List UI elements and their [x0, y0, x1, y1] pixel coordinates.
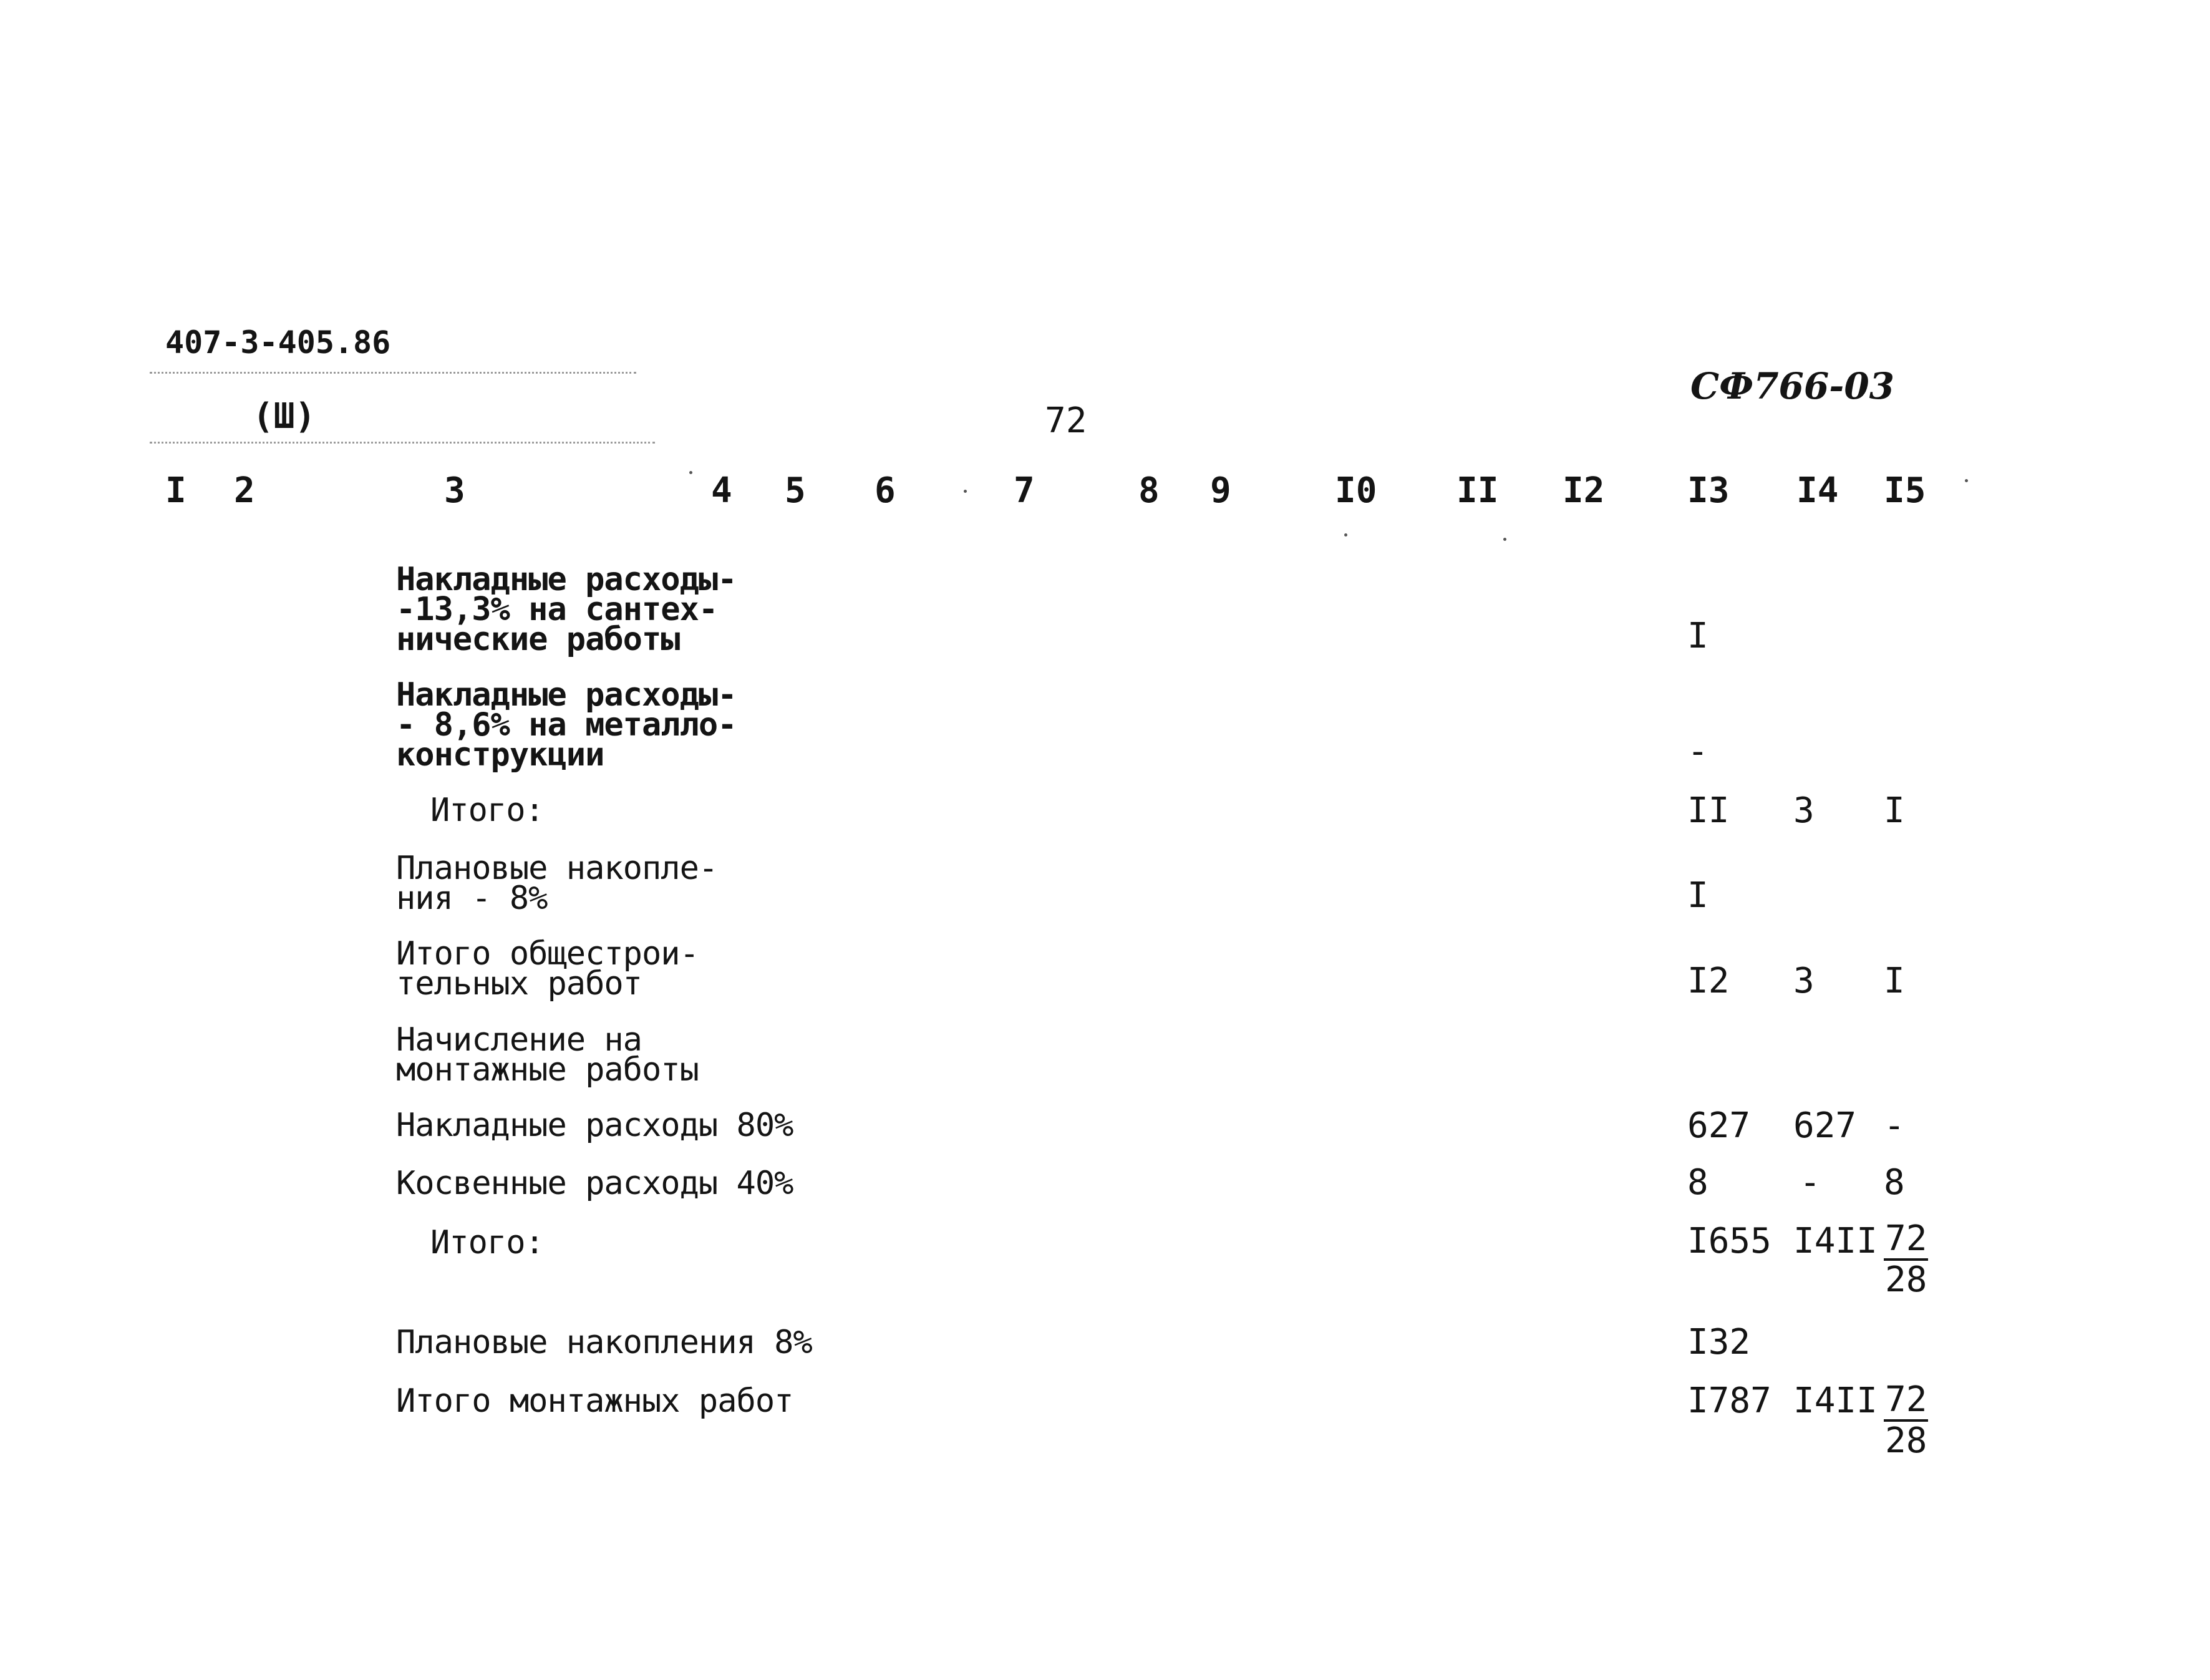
row-label: Косвенные расходы 40% [396, 1165, 793, 1202]
page-number: 72 [1045, 401, 1087, 441]
cell-col13: I787 [1687, 1381, 1771, 1421]
cell-col15: 8 [1884, 1162, 1905, 1203]
column-header: 8 [1138, 470, 1160, 511]
cell-col14: 3 [1793, 961, 1815, 1001]
header-divider [150, 372, 636, 374]
column-header: 2 [234, 470, 255, 511]
cell-col13: I [1687, 875, 1708, 916]
cell-col15-fraction [1884, 1220, 1928, 1299]
row-label: Итого: [430, 792, 544, 829]
column-header: 4 [711, 470, 732, 511]
column-header: 7 [1014, 470, 1035, 511]
column-header: 9 [1210, 470, 1231, 511]
column-header: I5 [1884, 470, 1926, 511]
row-label: Итого общестрои- тельных работ [396, 935, 699, 1003]
row-label: Накладные расходы- -13,3% на сантех- нические работы [396, 561, 737, 658]
column-header: I2 [1563, 470, 1605, 511]
cell-col15-fraction [1884, 1381, 1928, 1460]
column-header: I [165, 470, 187, 511]
column-header: I4 [1796, 470, 1839, 511]
cell-col14: I4II [1793, 1221, 1878, 1261]
section-label: (Ш) [253, 396, 316, 437]
column-header: 6 [875, 470, 896, 511]
cell-col14: - [1800, 1162, 1821, 1203]
cell-col15: I [1884, 790, 1905, 831]
cell-col13: I2 [1687, 961, 1730, 1001]
fraction-denominator: 28 [1885, 1420, 1927, 1461]
fraction-numerator: 72 [1884, 1220, 1928, 1261]
cell-col15: I [1884, 961, 1905, 1001]
column-header: I3 [1687, 470, 1730, 511]
column-header: 5 [785, 470, 806, 511]
column-header: 3 [444, 470, 465, 511]
column-header: I0 [1335, 470, 1377, 511]
row-label: Накладные расходы 80% [396, 1107, 793, 1144]
row-label: Плановые накопления 8% [396, 1324, 812, 1361]
document-code: 407-3-405.86 [165, 324, 391, 361]
scan-speck [1344, 533, 1347, 537]
cell-col13: 8 [1687, 1162, 1708, 1203]
header-divider-2 [150, 442, 655, 444]
cell-col13: I [1687, 616, 1708, 656]
cell-col14: 3 [1793, 790, 1815, 831]
fraction-denominator: 28 [1885, 1260, 1927, 1300]
row-label: Плановые накопле- ния - 8% [396, 850, 718, 917]
cell-col13: - [1687, 731, 1708, 772]
cell-col13: I655 [1687, 1221, 1771, 1261]
column-header: II [1456, 470, 1499, 511]
cell-col13: 627 [1687, 1105, 1751, 1146]
row-label: Начисление на монтажные работы [396, 1021, 699, 1089]
handwritten-code: СФ766-03 [1690, 365, 1895, 407]
scan-speck [1965, 479, 1968, 482]
cell-col13: I32 [1687, 1322, 1751, 1362]
cell-col14: I4II [1793, 1381, 1878, 1421]
scan-speck [1503, 538, 1506, 541]
scan-speck [689, 471, 692, 474]
row-label: Итого монтажных работ [396, 1382, 793, 1420]
scan-speck [964, 490, 967, 493]
fraction-numerator: 72 [1884, 1381, 1928, 1422]
cell-col15: - [1884, 1105, 1905, 1146]
cell-col13: II [1687, 790, 1730, 831]
cell-col14: 627 [1793, 1105, 1857, 1146]
row-label: Итого: [430, 1224, 544, 1261]
row-label: Накладные расходы- - 8,6% на металло- конструкции [396, 676, 737, 774]
